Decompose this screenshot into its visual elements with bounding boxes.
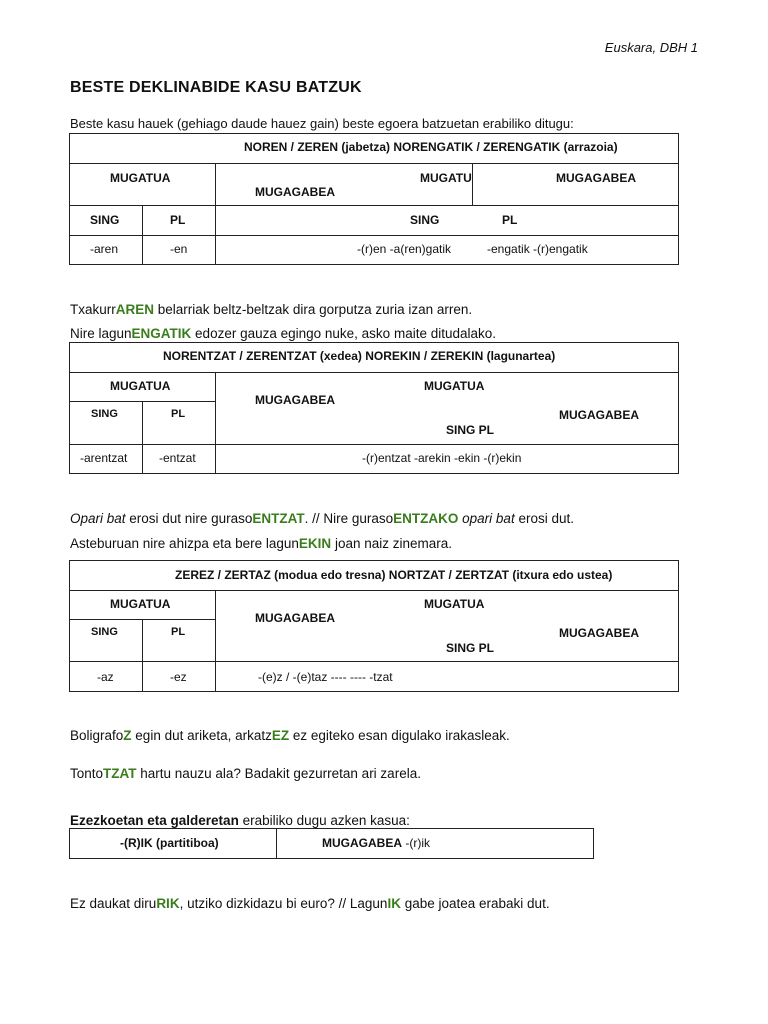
table3-rest-value: -(e)z / -(e)taz ---- ---- -tzat [258, 670, 393, 684]
table3-sing-pl: SING PL [446, 641, 495, 655]
example-sentence-engatik: Nire lagunENGATIK edozer gauza egingo nuke, asko maite ditudalako. [70, 326, 497, 341]
table3-mugatua: MUGATUA [110, 597, 171, 611]
table3-mugatua-mid: MUGATUA [424, 597, 485, 611]
table1-mid-value: -(r)en -a(ren)gatik [357, 242, 452, 256]
table1-pl: PL [170, 213, 186, 227]
table-norentzat-norekin [69, 342, 679, 474]
example-sentence-aren: TxakurrAREN belarriak beltz-beltzak dira gorputza zuria izan arren. [70, 302, 473, 317]
table2-rest-value: -(r)entzat -arekin -ekin -(r)ekin [362, 451, 522, 465]
table-partitive [69, 828, 594, 859]
table3-mugagabea-right: MUGAGABEA [559, 626, 639, 640]
example-sentence-entzat: Opari bat erosi dut nire gurasoENTZAT. // Nire gurasoENTZAKO opari bat erosi dut. [70, 511, 574, 526]
table1-pl-value: -en [170, 242, 188, 256]
table1-pl-mid: PL [502, 213, 518, 227]
table3-sing: SING [91, 626, 118, 638]
example-sentence-tzat: TontoTZAT hartu nauzu ala? Badakit gezurretan ari zarela. [70, 766, 421, 781]
table2-mugagabea-right: MUGAGABEA [559, 408, 639, 422]
table1-sing-mid: SING [410, 213, 440, 227]
table2-heading: NORENTZAT / ZERENTZAT (xedea) NOREKIN / ZEREKIN (lagunartea) [163, 349, 556, 363]
table2-mugatua: MUGATUA [110, 379, 171, 393]
example-sentence-ekin: Asteburuan nire ahizpa eta bere lagunEKIN joan naiz zinemara. [70, 536, 453, 551]
table3-sing-value: -az [97, 670, 114, 684]
table2-sing-value: -arentzat [80, 451, 128, 465]
table3-pl: PL [171, 626, 186, 638]
table3-mugagabea: MUGAGABEA [255, 611, 335, 625]
intro-text: Beste kasu hauek (gehiago daude hauez gain) beste egoera batzuetan erabiliko ditugu: [70, 116, 574, 131]
partitive-cell-label: -(R)IK (partitiboa) [120, 836, 219, 850]
table2-mugagabea: MUGAGABEA [255, 393, 335, 407]
partitive-cell-value: MUGAGABEA -(r)ik [322, 836, 430, 850]
course-label: Euskara, DBH 1 [604, 40, 698, 55]
table-noren-zeren [69, 133, 679, 265]
table2-sing: SING [91, 408, 118, 420]
example-sentence-z: BoligrafoZ egin dut ariketa, arkatzEZ ez egiteko esan digulako irakasleak. [70, 728, 510, 743]
table2-pl-value: -entzat [159, 451, 196, 465]
table3-heading: ZEREZ / ZERTAZ (modua edo tresna) NORTZAT / ZERTZAT (itxura edo ustea) [175, 568, 613, 582]
table1-sing: SING [90, 213, 120, 227]
table1-mugagabea: MUGAGABEA [255, 185, 335, 199]
table1-right-value: -engatik -(r)engatik [487, 242, 588, 256]
table1-mugatua-cut: MUGATU [420, 171, 472, 185]
table2-pl: PL [171, 408, 186, 420]
table1-heading: NOREN / ZEREN (jabetza) NORENGATIK / ZERENGATIK (arrazoia) [244, 140, 618, 154]
table2-mugatua-mid: MUGATUA [424, 379, 485, 393]
table2-sing-pl: SING PL [446, 423, 495, 437]
table3-pl-value: -ez [170, 670, 187, 684]
partitive-lead: Ezezkoetan eta galderetan erabiliko dugu azken kasua: [70, 813, 410, 828]
table1-mugatua: MUGATUA [110, 171, 171, 185]
table-zerez-nortzat [69, 560, 679, 692]
example-sentence-rik: Ez daukat diruRIK, utziko dizkidazu bi euro? // LagunIK gabe joatea erabaki dut. [70, 896, 550, 911]
page-title: BESTE DEKLINABIDE KASU BATZUK [70, 79, 362, 96]
table1-sing-value: -aren [90, 242, 119, 256]
table1-mugagabea-right: MUGAGABEA [556, 171, 636, 185]
